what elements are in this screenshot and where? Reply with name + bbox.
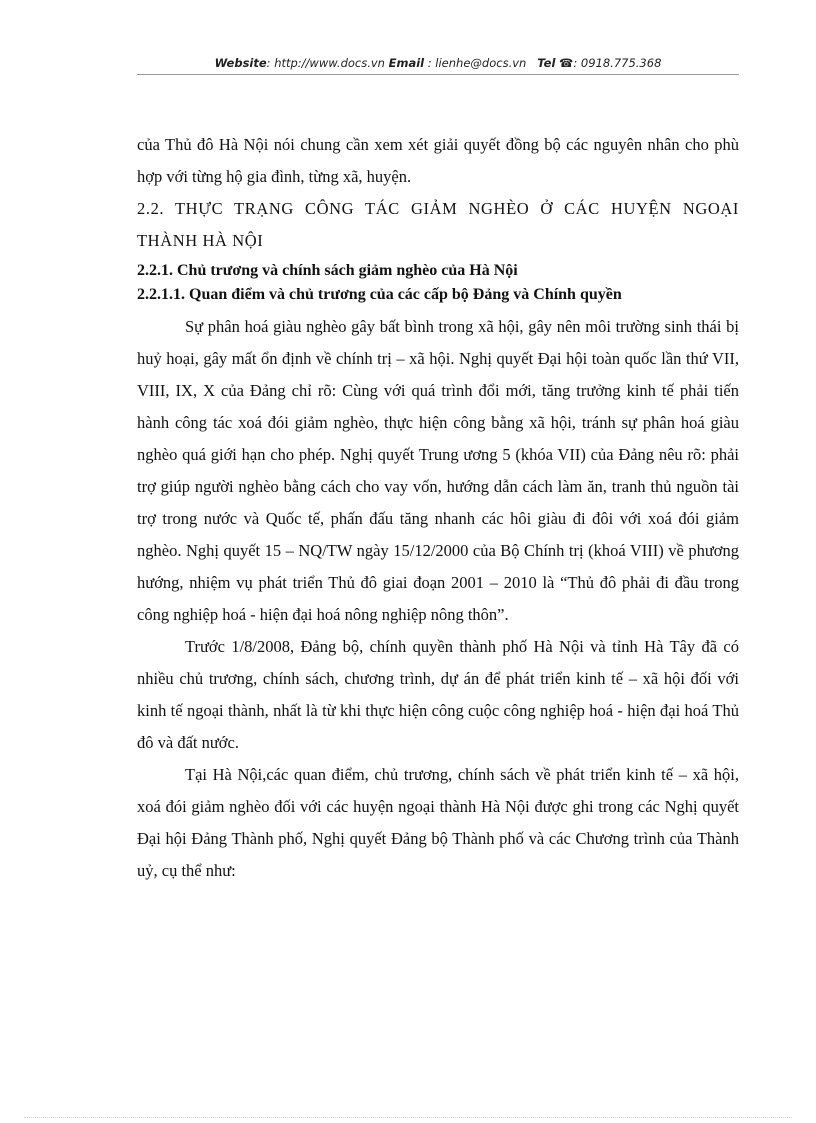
phone-icon: ☎ [559,56,574,70]
page-header [137,56,739,70]
website-value: : http://www.docs.vn [266,56,385,70]
subsection-heading: 2.2.1. Chủ trương và chính sách giảm nghèo của Hà Nội [137,262,518,279]
email-label: Email [388,56,425,70]
paragraph-continuation: của Thủ đô Hà Nội nói chung cần xem xét giải quyết đồng bộ các nguyên nhân cho phù hợp với từng hộ gia đình, từng xã, huyện. [137,135,739,186]
page-bottom-border [24,1117,792,1118]
header-divider [137,74,739,75]
section-heading: 2.2. THỰC TRẠNG CÔNG TÁC GIẢM NGHÈO Ở CÁC HUYỆN NGOẠI THÀNH HÀ NỘI [137,199,739,250]
paragraph-policy-overview: Sự phân hoá giàu nghèo gây bất bình trong xã hội, gây nên môi trường sinh thái bị huỷ hoại, gây mất ổn định về chính trị – xã hội. Nghị quyết Đại hội toàn quốc lần thứ VII, VIII, IX, X của Đảng chỉ rõ: Cùng với quá trình đổi mới, tăng trưởng kinh tế phải tiến hành công tác xoá đói giảm nghèo, thực hiện công bằng xã hội, tránh sự phân hoá giàu nghèo quá giới hạn cho phép. Nghị quyết Trung ương 5 (khóa VII) của Đảng nêu rõ: phải trợ giúp người nghèo bằng cách cho vay vốn, hướng dẫn cách làm ăn, tranh thủ nguồn tài trợ trong nước và Quốc tế, phấn đấu tăng nhanh các hôi giàu đi đôi với xoá đói giảm nghèo. Nghị quyết 15 – NQ/TW ngày 15/12/2000 của Bộ Chính trị (khoá VIII) về phương hướng, nhiệm vụ phát triển Thủ đô giai đoạn 2001 – 2010 là “Thủ đô phải đi đầu trong công nghiệp hoá - hiện đại hoá nông nghiệp nông thôn”. [137,317,739,624]
paragraph-before-2008: Trước 1/8/2008, Đảng bộ, chính quyền thành phố Hà Nội và tỉnh Hà Tây đã có nhiều chủ trương, chính sách, chương trình, dự án để phát triển kinh tế – xã hội đối với kinh tế ngoại thành, nhất là từ khi thực hiện công cuộc công nghiệp hoá - hiện đại hoá Thủ đô và đất nước. [137,637,739,752]
subsubsection-heading: 2.2.1.1. Quan điểm và chủ trương của các cấp bộ Đảng và Chính quyền [137,286,622,303]
email-value: : lienhe@docs.vn [424,56,527,70]
tel-label: Tel [537,56,556,70]
document-body [137,129,739,887]
website-label: Website [214,56,267,70]
tel-value: : 0918.775.368 [573,56,662,70]
paragraph-hanoi-policies: Tại Hà Nội,các quan điểm, chủ trương, chính sách về phát triển kinh tế – xã hội, xoá đói giảm nghèo đối với các huyện ngoại thành Hà Nội được ghi trong các Nghị quyết Đại hội Đảng Thành phố, Nghị quyết Đảng bộ Thành phố và các Chương trình của Thành uỷ, cụ thể như: [137,765,739,880]
